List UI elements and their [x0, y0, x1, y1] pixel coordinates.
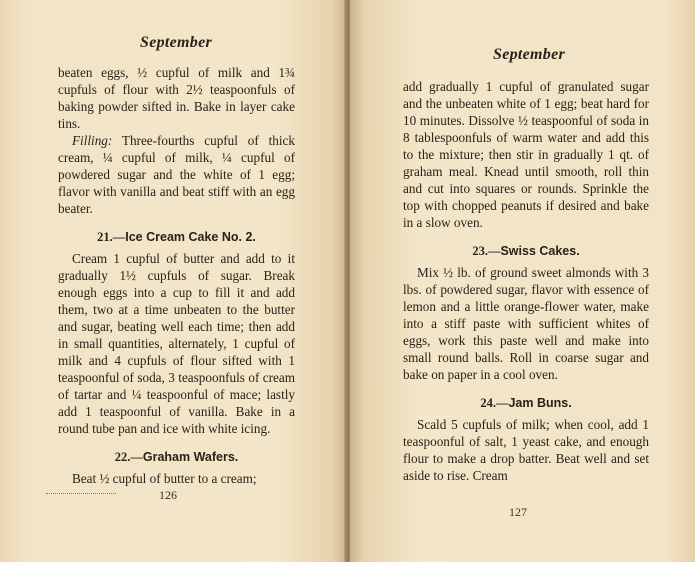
recipe-22-heading	[58, 449, 295, 466]
left-continued-paragraph: beaten eggs, ½ cupful of milk and 1¾ cupfuls of flour with 2½ teaspoonfuls of baking powder sifted in. Bake in layer cake tins.	[58, 65, 295, 131]
recipe-23-heading	[403, 243, 649, 260]
recipe-22-title: Graham Wafers.	[142, 450, 239, 464]
right-page-body	[403, 78, 649, 484]
recipe-21-heading	[58, 229, 295, 246]
left-page-number: 126	[159, 488, 177, 502]
recipe-24-heading	[403, 395, 649, 412]
right-page	[350, 0, 695, 562]
recipe-24-number: 24.—	[480, 396, 509, 410]
left-page-body	[58, 64, 295, 487]
recipe-22-number: 22.—	[114, 450, 143, 464]
filling-text: Three-fourths cupful of thick cream, ¼ cupful of milk, ¼ cupful of powdered sugar and the white of 1 egg; flavor with vanilla and beat stiff with an egg beater.	[58, 133, 295, 216]
right-running-header: September	[493, 46, 566, 63]
right-page-number: 127	[509, 505, 527, 519]
recipe-21-title: Ice Cream Cake No. 2.	[125, 230, 256, 244]
recipe-23-title: Swiss Cakes.	[500, 244, 580, 258]
left-page	[0, 0, 346, 562]
recipe-24-title: Jam Buns.	[508, 396, 572, 410]
recipe-22-text: Beat ½ cupful of butter to a cream;	[72, 471, 257, 486]
filling-paragraph	[58, 132, 295, 217]
recipe-23-number: 23.—	[472, 244, 501, 258]
recipe-21-number: 21.—	[97, 230, 126, 244]
right-continued-paragraph: add gradually 1 cupful of granulated sugar and the unbeaten white of 1 egg; beat hard for 10 minutes. Dissolve ½ teaspoonful of soda in 8 tablespoonfuls of warm water and add this to the mixture; then stir in gradually 1 qt. of graham meal. Knead until smooth, roll thin and cut into squares or rounds. Sprinkle the top with chopped peanuts if desired and bake in a slow oven.	[403, 79, 649, 230]
recipe-24-text: Scald 5 cupfuls of milk; when cool, add 1 teaspoonful of salt, 1 yeast cake, and enough flour to make a drop batter. Beat well and set aside to rise. Cream	[403, 417, 649, 483]
recipe-23-text: Mix ½ lb. of ground sweet almonds with 3 lbs. of powdered sugar, flavor with essence of lemon and a little orange-flower water, make into a stiff paste with sufficient whites of eggs, work this paste well and make into small round balls. Roll in coarse sugar and bake on paper in a cool oven.	[403, 265, 649, 382]
left-running-header: September	[140, 34, 213, 51]
recipe-21-text: Cream 1 cupful of butter and add to it gradually 1½ cupfuls of sugar. Break enough eggs into a cup to fill it and add them, two at a time unbeaten to the butter and sugar, beating well each time; then add in small quantities, alternately, 1 cupful of milk and 4 cupfuls of flour sifted with 1 teaspoonful of soda, 3 teaspoonfuls of cream of tartar and ¼ teaspoonful of mace; lastly add 1 teaspoonful of vanilla. Bake in a round tube pan and ice with white icing.	[58, 251, 295, 436]
filling-label: Filling:	[72, 133, 113, 148]
page-smudge-mark	[46, 493, 116, 494]
